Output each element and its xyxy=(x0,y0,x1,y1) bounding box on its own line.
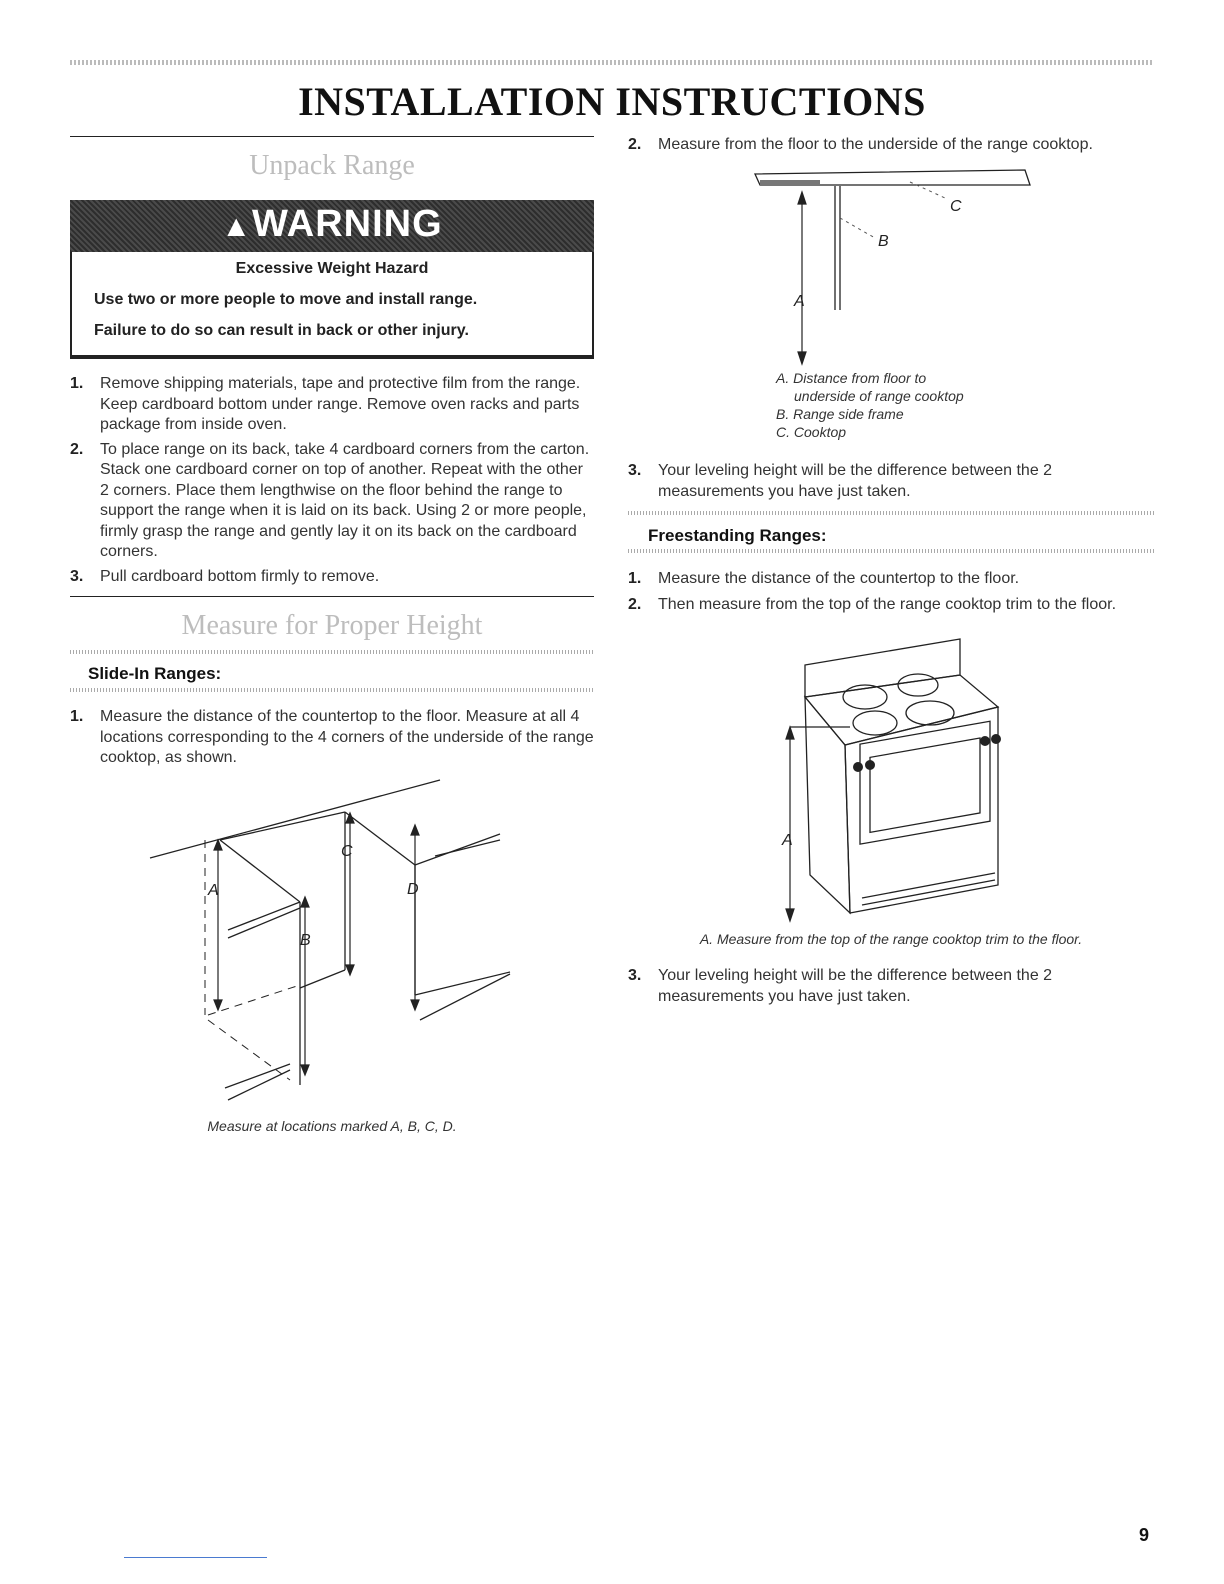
label-b: B xyxy=(878,233,889,250)
legend-c: C. Cooktop xyxy=(776,424,847,440)
slide-in-step-2 xyxy=(628,135,1158,156)
freestanding-title: Freestanding Ranges: xyxy=(648,526,827,545)
label-b: B xyxy=(300,932,311,949)
label-d: D xyxy=(407,881,419,898)
label-c: C xyxy=(341,843,353,860)
list-item: 2. To place range on its back, take 4 cardboard corners from the carton. Stack one cardboard corner on top of another. Repeat with the other 2 corners. Place them lengthwise on the floor behind the range to support the range when it is laid on its back. Using 2 or more people, firmly grasp the range and gently lay it on its back on the cardboard corners. xyxy=(70,440,590,560)
list-item: 1. Remove shipping materials, tape and protective film from the range. Keep cardboard bottom under range. Remove oven racks and parts package from inside oven. xyxy=(70,375,581,433)
freestanding-step-3 xyxy=(628,966,1148,1007)
freestanding-range-diagram xyxy=(770,635,1010,925)
legend-b: B. Range side frame xyxy=(776,406,904,422)
top-border xyxy=(70,60,1154,65)
slide-in-step-3 xyxy=(628,461,1148,502)
cooktop-edge xyxy=(760,180,820,186)
section-rule xyxy=(70,596,594,597)
page-title: INSTALLATION INSTRUCTIONS xyxy=(298,79,926,124)
label-c: C xyxy=(950,198,962,215)
warning-banner xyxy=(70,200,594,252)
legend-a-continued: underside of range cooktop xyxy=(794,388,964,404)
list-item: 3. Your leveling height will be the difference between the 2 measurements you have just taken. xyxy=(628,967,1053,1005)
subheading-rule xyxy=(70,650,594,654)
legend-a: A. Distance from floor to xyxy=(776,370,927,386)
freestanding-steps xyxy=(628,569,1154,615)
footer-link[interactable] xyxy=(124,1557,267,1558)
slide-in-title: Slide-In Ranges: xyxy=(88,664,222,683)
corner-measure-diagram xyxy=(140,770,530,1110)
warning-line-2: Failure to do so can result in back or other injury. xyxy=(94,322,469,339)
cooktop-underside-diagram xyxy=(740,160,1040,370)
page-number: 9 xyxy=(1138,1525,1149,1545)
measure-heading: Measure for Proper Height xyxy=(181,610,483,641)
figure-caption: A. Measure from the top of the range cooktop trim to the floor. xyxy=(699,931,1083,947)
list-item: 3. Your leveling height will be the difference between the 2 measurements you have just taken. xyxy=(628,462,1053,500)
warning-label: ▲WARNING xyxy=(221,203,443,245)
warning-box xyxy=(70,252,594,359)
subheading-rule xyxy=(628,549,1154,553)
label-a: A xyxy=(782,832,793,849)
list-item: 2. Measure from the floor to the underside of the range cooktop. xyxy=(628,136,1093,153)
list-item: 3. Pull cardboard bottom firmly to remove. xyxy=(70,567,380,585)
unpack-steps xyxy=(70,374,594,587)
figure-legend xyxy=(776,369,964,441)
warning-triangle-icon: ▲ xyxy=(221,210,253,243)
label-a: A xyxy=(208,882,219,899)
subheading-rule xyxy=(628,511,1154,515)
subheading-rule xyxy=(70,688,594,692)
unpack-heading: Unpack Range xyxy=(249,150,415,181)
label-a: A xyxy=(794,293,805,310)
list-item: 1. Measure the distance of the countertop to the floor. xyxy=(628,570,1020,587)
list-item: 1. Measure the distance of the countertop to the floor. Measure at all 4 locations corresponding to the 4 corners of the underside of the range cooktop, as shown. xyxy=(70,708,594,766)
warning-hazard: Excessive Weight Hazard xyxy=(235,260,429,277)
section-rule xyxy=(70,136,594,137)
figure-caption: Measure at locations marked A, B, C, D. xyxy=(207,1118,457,1134)
list-item: 2. Then measure from the top of the range cooktop trim to the floor. xyxy=(628,595,1117,613)
slide-in-steps xyxy=(70,707,594,769)
warning-line-1: Use two or more people to move and install range. xyxy=(94,291,478,308)
